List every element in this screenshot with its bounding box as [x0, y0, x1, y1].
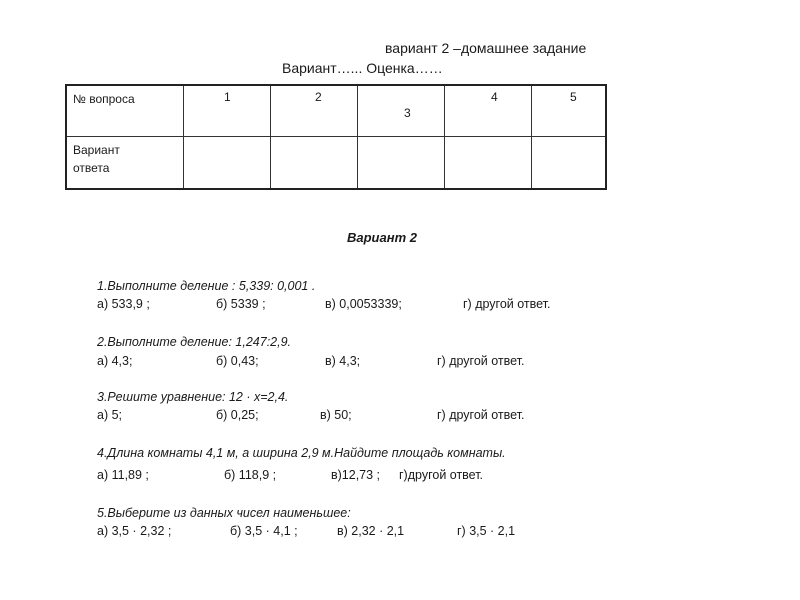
answer-cell-5[interactable]	[532, 137, 607, 190]
q1-answer-a: а) 533,9 ;	[97, 297, 150, 311]
question-5-text: 5.Выберите из данных чисел наименьшее:	[97, 506, 351, 520]
table-cell-question-label: № вопроса	[66, 85, 184, 137]
table-row-questions	[66, 85, 606, 137]
q4-answer-c: в)12,73 ;	[331, 468, 381, 482]
q2-answer-b: б) 0,43;	[216, 354, 259, 368]
q2-answer-a: а) 4,3;	[97, 354, 133, 368]
q3-answer-c: в) 50;	[320, 408, 352, 422]
answer-cell-2[interactable]	[271, 137, 358, 190]
table-cell-number-5: 5	[532, 85, 607, 137]
q1-answer-c: в) 0,0053339;	[325, 297, 402, 311]
q3-answer-d: г) другой ответ.	[437, 408, 525, 422]
q2-answer-d: г) другой ответ.	[437, 354, 525, 368]
q1-answer-d: г) другой ответ.	[463, 297, 551, 311]
question-3-text: 3.Решите уравнение: 12 · x=2,4.	[97, 390, 289, 404]
q5-answer-a: а) 3,5 · 2,32 ;	[97, 524, 172, 538]
answer-cell-1[interactable]	[184, 137, 271, 190]
variant-title: Вариант 2	[347, 230, 417, 245]
table-cell-number-1: 1	[184, 85, 271, 137]
table-row-answers	[66, 137, 606, 190]
table-cell-answer-label: Вариант ответа	[66, 137, 184, 190]
q3-answer-a: а) 5;	[97, 408, 123, 422]
table-cell-number-2: 2	[271, 85, 358, 137]
q4-answer-a: а) 11,89 ;	[97, 468, 149, 482]
header-line-2: Вариант…... Оценка……	[282, 60, 443, 76]
answer-cell-3[interactable]	[358, 137, 445, 190]
q5-answer-c: в) 2,32 · 2,1	[337, 524, 405, 538]
table-cell-number-3: 3	[358, 85, 445, 137]
answer-cell-4[interactable]	[445, 137, 532, 190]
question-1-text: 1.Выполните деление : 5,339: 0,001 .	[97, 279, 316, 293]
q1-answer-b: б) 5339 ;	[216, 297, 266, 311]
q4-answer-b: б) 118,9 ;	[224, 468, 277, 482]
header-line-1: вариант 2 –домашнее задание	[385, 40, 587, 56]
question-2-text: 2.Выполните деление: 1,247:2,9.	[97, 335, 292, 349]
answer-table	[65, 84, 607, 190]
q5-answer-b: б) 3,5 · 4,1 ;	[230, 524, 298, 538]
table-cell-number-4: 4	[445, 85, 532, 137]
q2-answer-c: в) 4,3;	[325, 354, 361, 368]
q5-answer-d: г) 3,5 · 2,1	[457, 524, 516, 538]
question-4-text: 4.Длина комнаты 4,1 м, а ширина 2,9 м.Найдите площадь комнаты.	[97, 446, 506, 460]
q4-answer-d: г)другой ответ.	[399, 468, 484, 482]
q3-answer-b: б) 0,25;	[216, 408, 259, 422]
